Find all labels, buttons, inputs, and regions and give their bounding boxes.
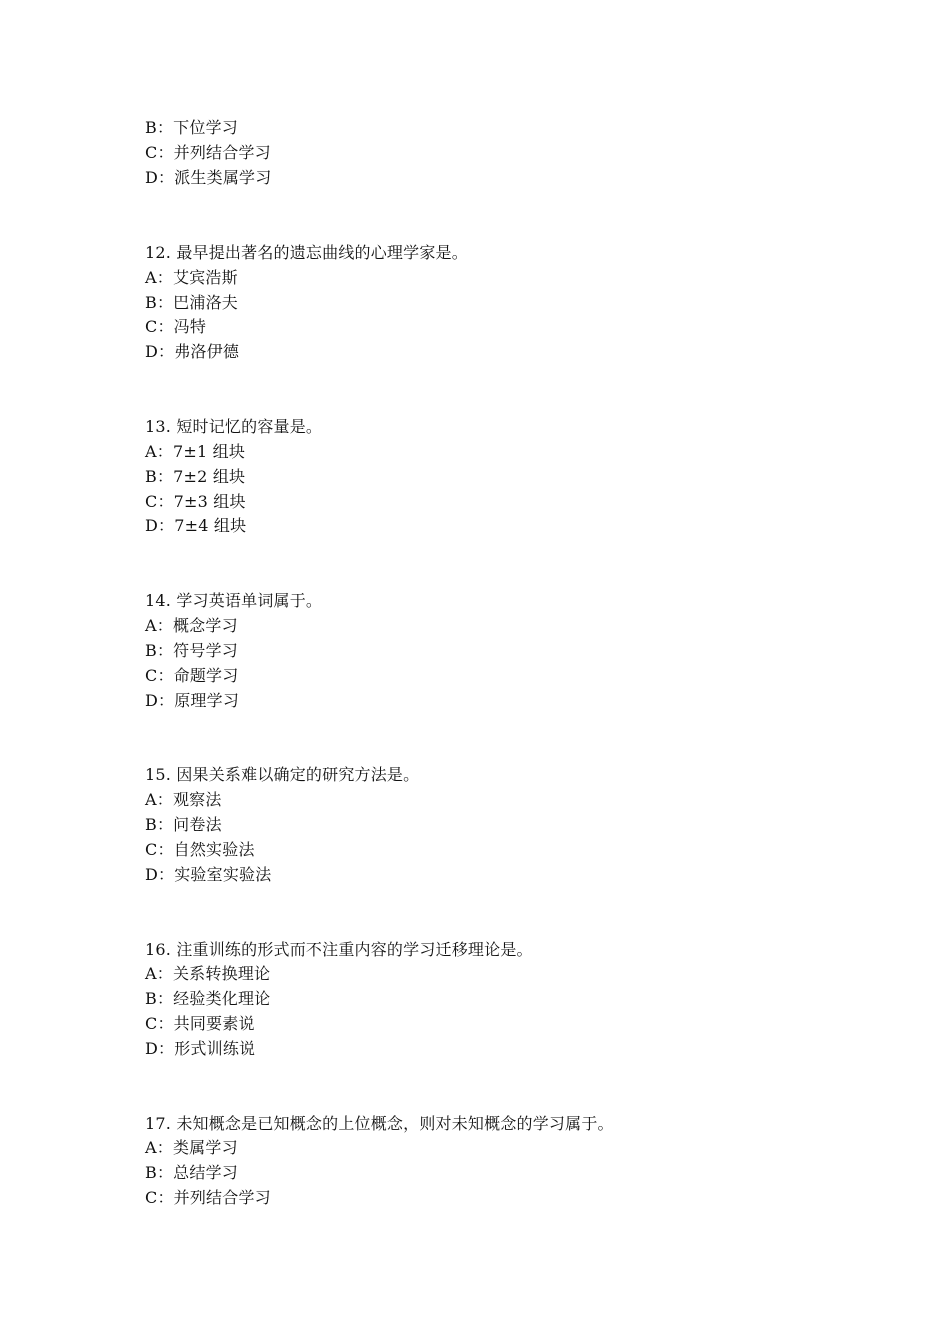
option-c	[145, 1188, 271, 1208]
option-d	[145, 1039, 255, 1059]
option-letter: D：	[145, 1039, 175, 1058]
option-c	[145, 1014, 255, 1034]
option-b	[145, 1163, 238, 1183]
option-text: 观察法	[172, 790, 222, 809]
option-letter: A：	[145, 616, 173, 635]
option-a	[145, 1138, 238, 1158]
option-d	[145, 516, 246, 536]
option-letter: C：	[145, 492, 174, 511]
option-d	[145, 691, 239, 711]
option-text: 关系转换理论	[172, 964, 271, 983]
question-15-title: 15. 因果关系难以确定的研究方法是。	[145, 765, 420, 784]
option-text: 概念学习	[172, 616, 238, 635]
question-16-title: 16. 注重训练的形式而不注重内容的学习迁移理论是。	[145, 940, 533, 959]
option-text: 问卷法	[173, 815, 222, 834]
option-letter: D：	[145, 168, 175, 187]
option-text: 命题学习	[173, 666, 239, 685]
option-d	[145, 865, 271, 885]
option-text: 实验室实验法	[174, 865, 272, 884]
option-letter: C：	[145, 143, 174, 162]
option-letter: A：	[145, 1138, 173, 1157]
option-text: 形式训练说	[174, 1039, 256, 1058]
option-text: 经验类化理论	[173, 989, 271, 1008]
question-12-title: 12. 最早提出著名的遗忘曲线的心理学家是。	[145, 243, 468, 262]
option-b	[145, 641, 238, 661]
option-letter: D：	[145, 516, 175, 535]
option-letter: C：	[145, 840, 174, 859]
option-letter: B：	[145, 989, 174, 1008]
option-letter: C：	[145, 1014, 174, 1033]
option-letter: A：	[145, 268, 173, 287]
option-letter: B：	[145, 815, 174, 834]
option-letter: B：	[145, 118, 174, 137]
option-text: 共同要素说	[173, 1014, 255, 1033]
option-a	[145, 790, 222, 810]
option-text: 7±4 组块	[174, 516, 247, 535]
option-text: 类属学习	[172, 1138, 238, 1157]
option-letter: A：	[145, 790, 173, 809]
option-b	[145, 815, 222, 835]
option-a	[145, 964, 270, 984]
question-17-title: 17. 未知概念是已知概念的上位概念，则对未知概念的学习属于。	[145, 1114, 614, 1133]
option-text: 冯特	[173, 317, 207, 336]
option-b	[145, 467, 245, 487]
option-d	[145, 168, 271, 188]
option-c	[145, 317, 206, 337]
option-letter: C：	[145, 317, 174, 336]
option-text: 艾宾浩斯	[172, 268, 238, 287]
option-letter: D：	[145, 865, 175, 884]
option-c	[145, 666, 238, 686]
option-text: 巴浦洛夫	[173, 293, 238, 312]
question-13-title: 13. 短时记忆的容量是。	[145, 417, 323, 436]
option-a	[145, 442, 245, 462]
option-text: 下位学习	[173, 118, 238, 137]
option-letter: C：	[145, 1188, 174, 1207]
option-text: 7±1 组块	[172, 442, 246, 461]
option-letter: B：	[145, 293, 174, 312]
option-d	[145, 342, 239, 362]
option-letter: A：	[145, 964, 173, 983]
option-b	[145, 989, 270, 1009]
option-text: 自然实验法	[173, 840, 255, 859]
option-text: 弗洛伊德	[174, 342, 240, 361]
option-letter: C：	[145, 666, 174, 685]
option-letter: B：	[145, 641, 174, 660]
option-letter: D：	[145, 691, 175, 710]
option-c	[145, 143, 271, 163]
option-text: 并列结合学习	[173, 143, 271, 162]
option-a	[145, 268, 238, 288]
option-b	[145, 118, 238, 138]
option-letter: A：	[145, 442, 173, 461]
option-text: 原理学习	[174, 691, 240, 710]
question-14-title: 14. 学习英语单词属于。	[145, 591, 323, 610]
option-letter: B：	[145, 467, 174, 486]
option-c	[145, 492, 246, 512]
option-c	[145, 840, 255, 860]
option-text: 总结学习	[173, 1163, 238, 1182]
option-text: 7±2 组块	[173, 467, 246, 486]
option-letter: D：	[145, 342, 175, 361]
option-a	[145, 616, 238, 636]
option-text: 符号学习	[173, 641, 238, 660]
option-b	[145, 293, 238, 313]
option-text: 派生类属学习	[174, 168, 272, 187]
option-letter: B：	[145, 1163, 174, 1182]
option-text: 并列结合学习	[173, 1188, 271, 1207]
option-text: 7±3 组块	[173, 492, 246, 511]
